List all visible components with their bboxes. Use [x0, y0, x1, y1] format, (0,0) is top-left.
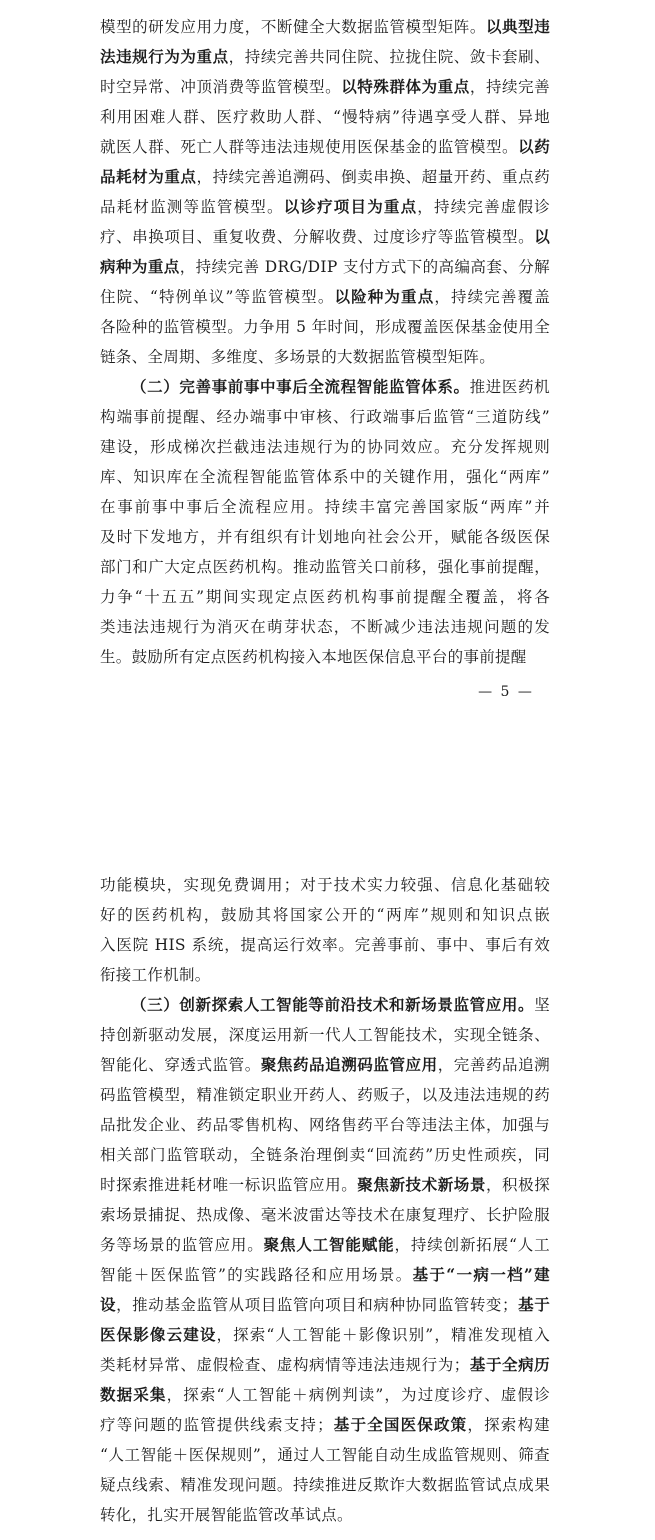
text-run: 类违法违规行为消灭在萌芽状态，不断减少违法违规问题的发: [100, 618, 550, 636]
text-line: [100, 990, 550, 1020]
text-run: ，探索“人工智能＋病例判读”，为过度诊疗、虚假诊: [166, 1386, 550, 1404]
text-line: [100, 372, 550, 402]
text-line: [100, 432, 550, 462]
text-run: 部门和广大定点医药机构。推动监管关口前移，强化事前提醒，: [100, 558, 550, 576]
bold-phrase: 医保影像云建设: [100, 1325, 217, 1344]
text-run: ，探索构建: [467, 1416, 550, 1434]
bold-phrase: （二）完善事前事中事后全流程智能监管体系。: [131, 377, 470, 396]
text-run: 入医院 HIS 系统，提高运行效率。完善事前、事中、事后有效: [100, 936, 550, 954]
page-number: — 5 —: [478, 684, 534, 700]
text-run: ，完善药品追溯: [437, 1056, 550, 1074]
text-run: 类耗材异常、虚假检查、虚构病情等违法违规行为；: [100, 1356, 470, 1374]
text-run: ，持续完善追溯码、倒卖串换、超量开药、重点药: [196, 168, 550, 186]
text-run: 码监管模型，精准锁定职业开药人、药贩子，以及违法违规的药: [100, 1086, 550, 1104]
text-line: [100, 12, 550, 42]
text-run: 在事前事中事后全流程应用。持续丰富完善国家版“两库”并: [100, 498, 550, 516]
text-line: [100, 960, 550, 990]
text-line: [100, 1200, 550, 1230]
text-line: [100, 552, 550, 582]
text-run: 持创新驱动发展，深度运用新一代人工智能技术，实现全链条、: [100, 1026, 550, 1044]
text-run: 模型的研发应用力度，不断健全大数据监管模型矩阵。: [100, 18, 486, 36]
text-line: [100, 1080, 550, 1110]
text-run: 构端事前提醒、经办端事中审核、行政端事后监管“三道防线”: [100, 408, 550, 426]
text-run: “人工智能＋医保规则”，通过人工智能自动生成监管规则、筛查: [100, 1446, 550, 1464]
text-line: [100, 1410, 550, 1440]
text-line: [100, 1050, 550, 1080]
bold-phrase: （三）创新探索人工智能等前沿技术和新场景监管应用。: [131, 995, 535, 1014]
text-line: [100, 1290, 550, 1320]
text-line: [100, 102, 550, 132]
text-line: [100, 1110, 550, 1140]
text-run: 相关部门监管联动，全链条治理倒卖“回流药”历史性顽疾，同: [100, 1146, 550, 1164]
text-line: [100, 1170, 550, 1200]
bold-phrase: 品耗材为重点: [100, 167, 197, 186]
bold-phrase: 法违规行为为重点: [100, 47, 229, 66]
text-line: [100, 642, 550, 672]
text-line: [100, 222, 550, 252]
text-line: [100, 162, 550, 192]
text-run: 品耗材监测等监管模型。: [100, 198, 284, 216]
text-line: [100, 1230, 550, 1260]
text-line: [100, 1470, 550, 1500]
text-line: [100, 612, 550, 642]
text-line: [100, 342, 550, 372]
text-run: 务等场景的监管应用。: [100, 1236, 264, 1254]
text-run: 时探索推进耗材唯一标识监管应用。: [100, 1176, 358, 1194]
text-run: 力争“十五五”期间实现定点医药机构事前提醒全覆盖，将各: [100, 588, 550, 606]
bold-phrase: 以特殊群体为重点: [341, 77, 470, 96]
text-run: 利用困难人群、医疗救助人群、“慢特病”待遇享受人群、异地: [100, 108, 550, 126]
bold-phrase: 聚焦人工智能赋能: [263, 1235, 395, 1254]
bold-phrase: 聚焦新技术新场景: [357, 1175, 486, 1194]
bold-phrase: 基于“一病一档”建: [412, 1265, 550, 1284]
text-line: [100, 1140, 550, 1170]
text-line: [100, 192, 550, 222]
text-line: [100, 900, 550, 930]
text-line: [100, 72, 550, 102]
bold-phrase: 设: [100, 1295, 117, 1314]
text-run: 索场景捕捉、热成像、毫米波雷达等技术在康复理疗、长护险服: [100, 1206, 550, 1224]
bold-phrase: 基于全国医保政策: [332, 1415, 468, 1434]
bold-phrase: 基于: [517, 1295, 550, 1314]
text-line: [100, 252, 550, 282]
text-line: [100, 402, 550, 432]
text-line: [100, 1380, 550, 1410]
text-run: ，持续完善覆盖: [434, 288, 550, 306]
bold-phrase: 以险种为重点: [334, 287, 435, 306]
text-run: ，推动基金监管从项目监管向项目和病种协同监管转变；: [116, 1296, 518, 1314]
text-run: ，持续完善虚假诊: [417, 198, 550, 216]
text-run: 就医人群、死亡人群等违法违规使用医保基金的监管模型。: [100, 138, 519, 156]
text-run: 生。鼓励所有定点医药机构接入本地医保信息平台的事前提醒: [100, 648, 527, 666]
text-run: 库、知识库在全流程智能监管体系中的关键作用，强化“两库”: [100, 468, 550, 486]
text-run: 住院、“特例单议”等监管模型。: [100, 288, 335, 306]
text-run: ，持续完善: [469, 78, 550, 96]
text-line: [100, 42, 550, 72]
text-line: [100, 1320, 550, 1350]
text-run: 时空异常、冲顶消费等监管模型。: [100, 78, 342, 96]
text-run: ，持续完善共同住院、拉拢住院、敛卡套刷、: [228, 48, 550, 66]
page-6-text: [100, 870, 550, 1530]
text-run: ，探索“人工智能＋影像识别”，精准发现植入: [216, 1326, 550, 1344]
text-run: 及时下发地方，并有组织有计划地向社会公开，赋能各级医保: [100, 528, 550, 546]
text-line: [100, 582, 550, 612]
text-run: 智能化、穿透式监管。: [100, 1056, 261, 1074]
text-run: 推进医药机: [469, 378, 550, 396]
bold-phrase: 基于全病历: [469, 1355, 550, 1374]
text-line: [100, 1500, 550, 1530]
text-line: [100, 1350, 550, 1380]
bold-phrase: 病种为重点: [100, 257, 180, 276]
text-run: 衔接工作机制。: [100, 966, 211, 984]
text-run: 好的医药机构，鼓励其将国家公开的“两库”规则和知识点嵌: [100, 906, 550, 924]
text-run: 疑点线索、精准发现问题。持续推进反欺诈大数据监管试点成果: [100, 1476, 550, 1494]
text-line: [100, 1020, 550, 1050]
text-line: [100, 282, 550, 312]
text-line: [100, 462, 550, 492]
bold-phrase: 以: [534, 227, 550, 246]
text-line: [100, 870, 550, 900]
bold-phrase: 数据采集: [100, 1385, 167, 1404]
text-line: [100, 522, 550, 552]
text-run: 疗等问题的监管提供线索支持；: [100, 1416, 333, 1434]
bold-phrase: 以药: [518, 137, 550, 156]
text-run: 建设，形成梯次拦截违法违规行为的协同效应。充分发挥规则: [100, 438, 550, 456]
bold-phrase: 聚焦药品追溯码监管应用: [260, 1055, 438, 1074]
page-5-text: [100, 12, 550, 672]
text-run: 各险种的监管模型。力争用 5 年时间，形成覆盖医保基金使用全: [100, 318, 550, 336]
text-run: 链条、全周期、多维度、多场景的大数据监管模型矩阵。: [100, 348, 496, 366]
text-run: 智能＋医保监管”的实践路径和应用场景。: [100, 1266, 413, 1284]
text-run: 品批发企业、药品零售机构、网络售药平台等违法主体，加强与: [100, 1116, 550, 1134]
text-line: [100, 312, 550, 342]
text-line: [100, 492, 550, 522]
text-run: 坚: [534, 996, 550, 1014]
text-line: [100, 930, 550, 960]
text-run: 转化，扎实开展智能监管改革试点。: [100, 1506, 353, 1524]
text-run: 疗、串换项目、重复收费、分解收费、过度诊疗等监管模型。: [100, 228, 535, 246]
text-run: ，积极探: [485, 1176, 550, 1194]
bold-phrase: 以诊疗项目为重点: [283, 197, 418, 216]
text-line: [100, 1440, 550, 1470]
text-run: 功能模块，实现免费调用；对于技术实力较强、信息化基础较: [100, 876, 550, 894]
text-run: ，持续创新拓展“人工: [394, 1236, 550, 1254]
text-line: [100, 1260, 550, 1290]
bold-phrase: 以典型违: [485, 17, 550, 36]
text-line: [100, 132, 550, 162]
text-run: ，持续完善 DRG/DIP 支付方式下的高编高套、分解: [179, 258, 550, 276]
